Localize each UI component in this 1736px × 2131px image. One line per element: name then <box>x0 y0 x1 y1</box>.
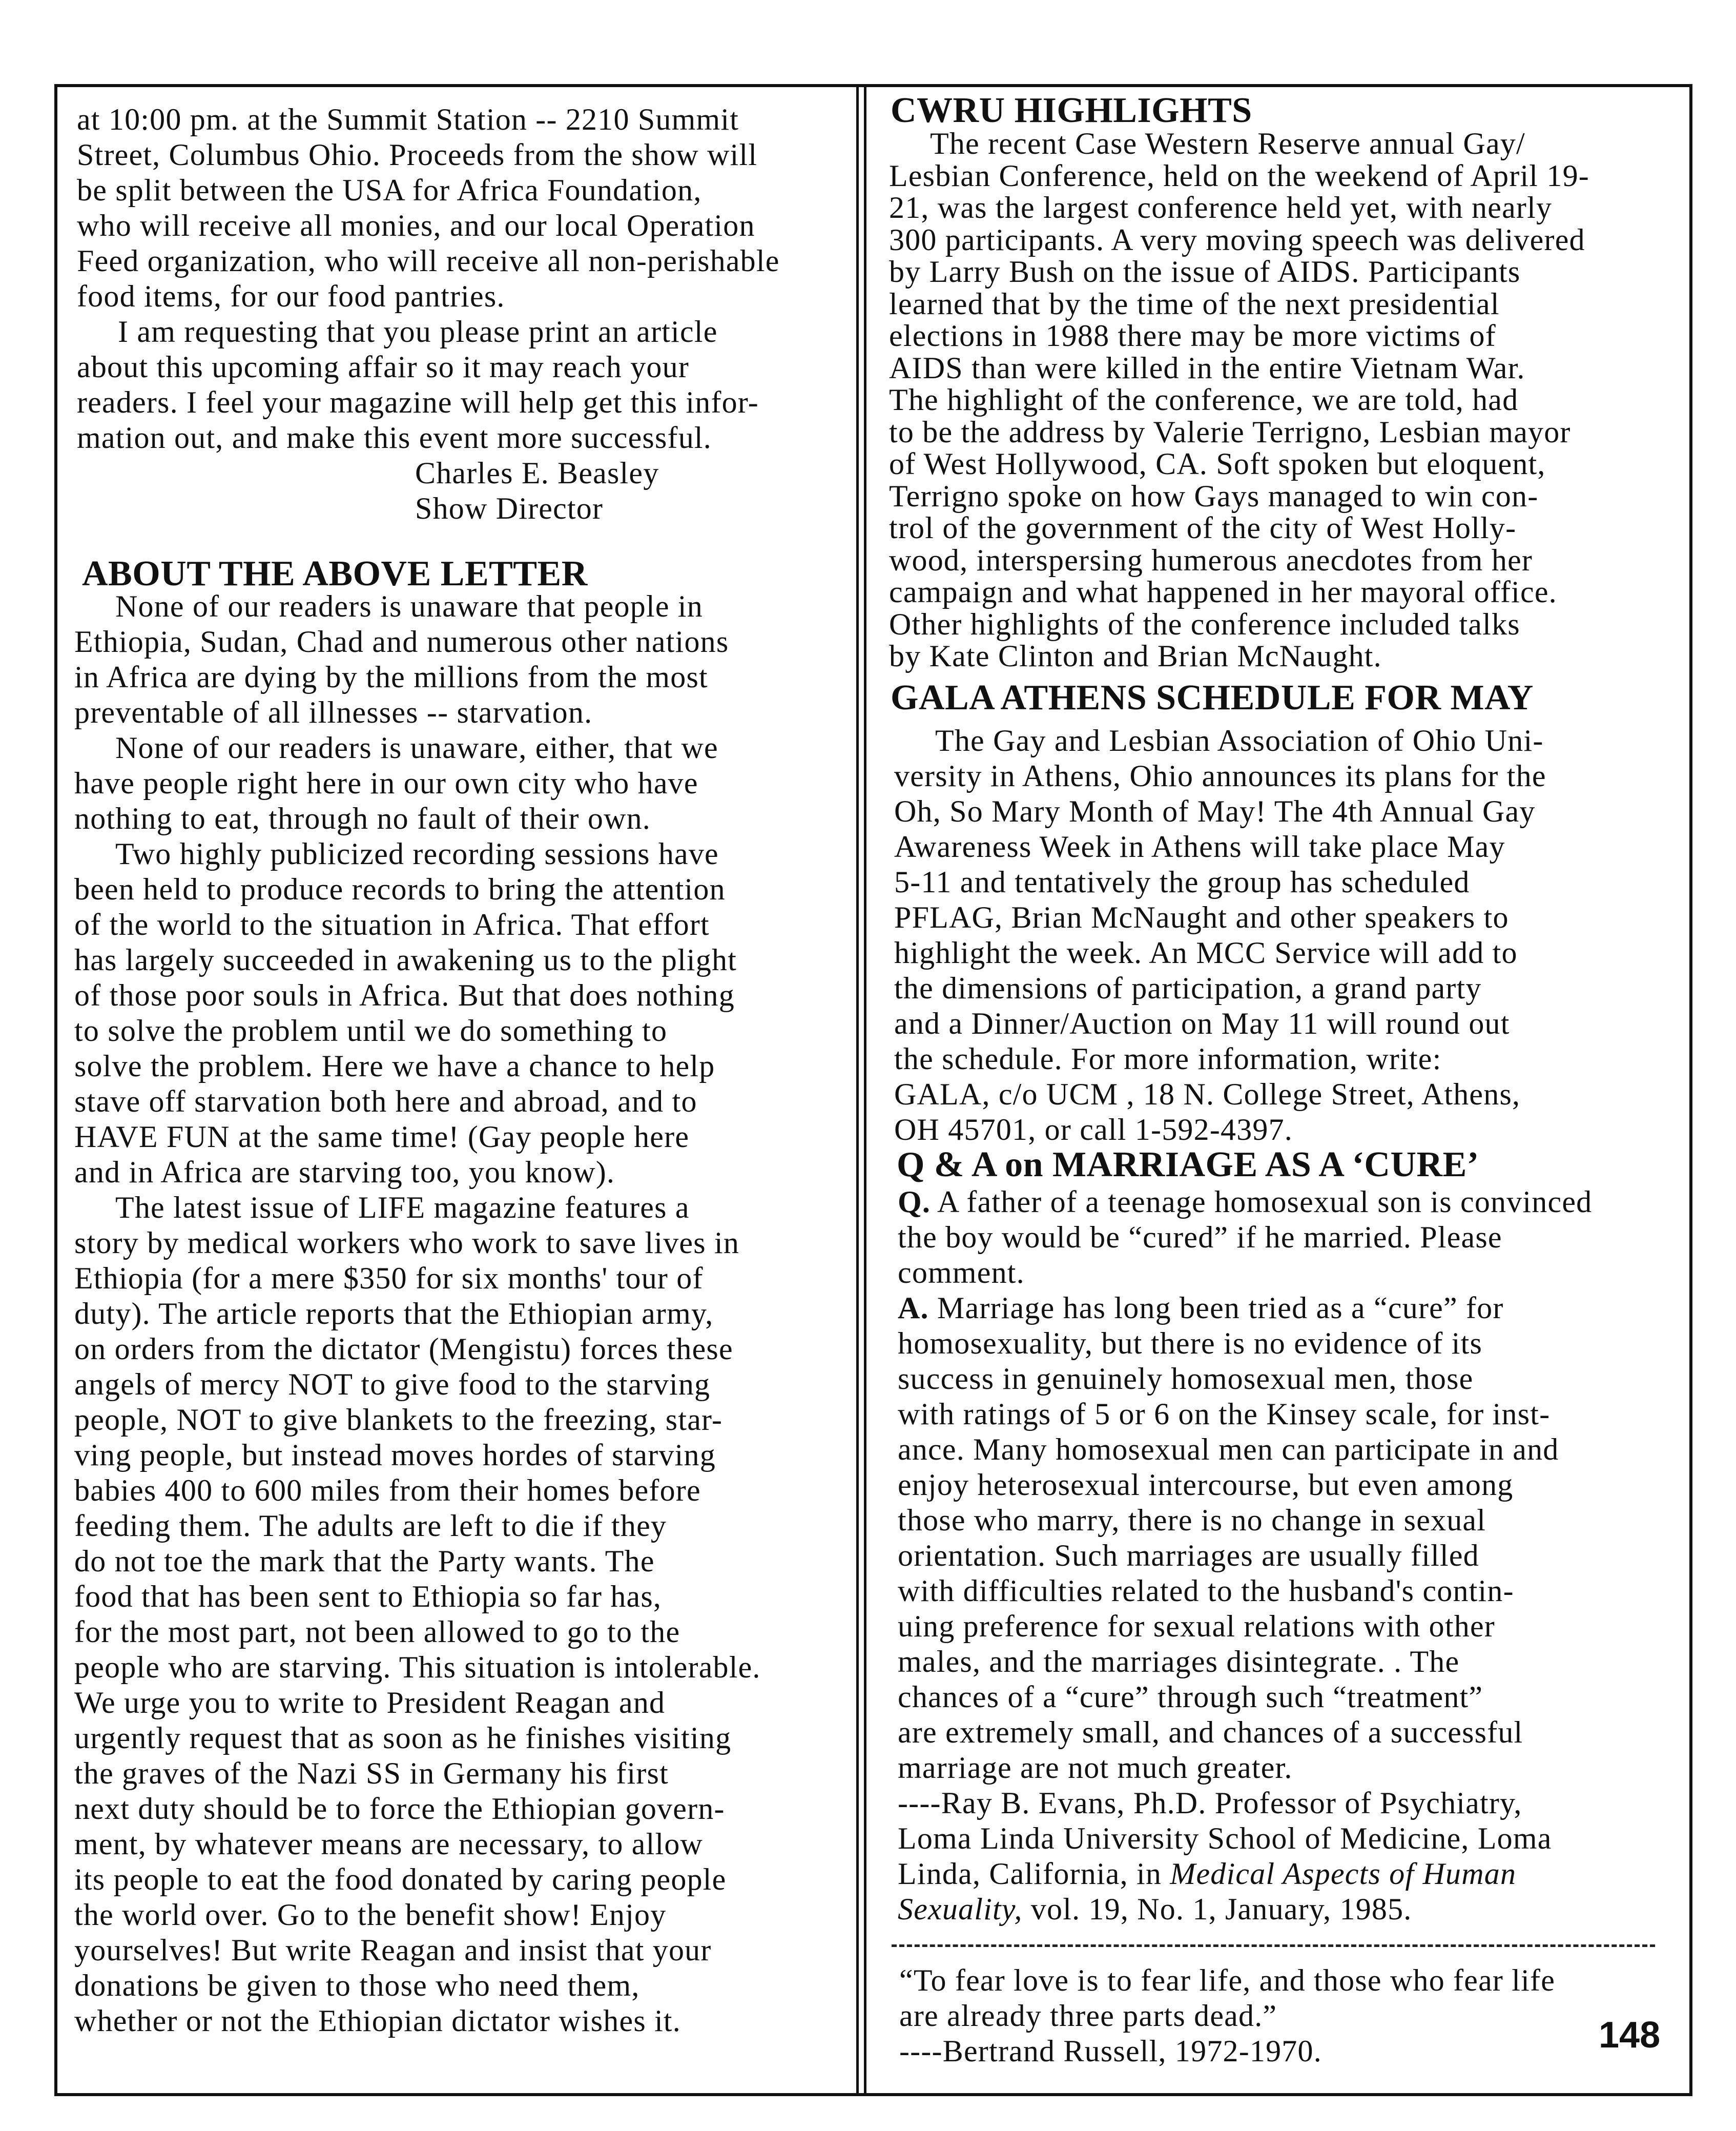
text-run: A father of a teenage homosexual son is convinced <box>931 1185 1593 1219</box>
text-line: mation out, and make this event more successful. <box>77 421 712 455</box>
text-line: ment, by whatever means are necessary, to allow <box>74 1827 704 1861</box>
quote-block <box>899 1963 1555 2069</box>
text-line: uing preference for sexual relations with other <box>898 1609 1495 1643</box>
text-line: to solve the problem until we do something to <box>74 1014 668 1048</box>
text-line: Charles E. Beasley <box>415 456 659 490</box>
italic-text: Sexuality, <box>898 1892 1023 1926</box>
text-line: success in genuinely homosexual men, those <box>898 1362 1474 1396</box>
text-line: feeding them. The adults are left to die if they <box>74 1509 667 1543</box>
text-line: stave off starvation both here and abroad, and to <box>74 1084 697 1118</box>
heading-about-letter: ABOUT THE ABOVE LETTER <box>82 554 588 593</box>
text-line: be split between the USA for Africa Foundation, <box>77 173 702 207</box>
paragraph <box>74 1190 761 2039</box>
page-number: 148 <box>1599 2015 1661 2056</box>
text-line: chances of a “cure” through such “treatment” <box>898 1680 1483 1714</box>
text-line: Street, Columbus Ohio. Proceeds from the show will <box>77 138 758 172</box>
bold-label: A. <box>898 1291 929 1325</box>
heading-qa-marriage: Q & A on MARRIAGE AS A ‘CURE’ <box>897 1145 1479 1184</box>
italic-text: Medical Aspects of Human <box>1170 1857 1517 1891</box>
text-line: and a Dinner/Auction on May 11 will round out <box>894 1007 1510 1040</box>
text-line: Lesbian Conference, held on the weekend of April 19- <box>889 158 1589 193</box>
text-line: wood, interspersing humerous anecdotes from her <box>889 543 1533 577</box>
text-line: None of our readers is unaware that people in <box>115 589 703 623</box>
about-letter-paragraphs <box>74 589 761 2039</box>
text-line: whether or not the Ethiopian dictator wishes it. <box>74 2004 681 2038</box>
paragraph <box>898 1184 1592 1290</box>
text-line: babies 400 to 600 miles from their homes before <box>74 1473 701 1507</box>
text-line <box>898 1892 1592 1927</box>
text-line: GALA, c/o UCM , 18 N. College Street, Athens, <box>894 1077 1521 1111</box>
text-line: solve the problem. Here we have a chance to help <box>74 1049 715 1083</box>
text-line: comment. <box>898 1256 1025 1289</box>
text-line: HAVE FUN at the same time! (Gay people here <box>74 1120 690 1154</box>
text-line: those who marry, there is no change in sexual <box>898 1503 1486 1537</box>
paragraph <box>889 128 1589 672</box>
text-line: homosexuality, but there is no evidence of its <box>898 1326 1483 1360</box>
text-line: the world over. Go to the benefit show! Enjoy <box>74 1898 667 1932</box>
column-divider <box>856 84 859 2096</box>
text-line: preventable of all illnesses -- starvation. <box>74 695 593 729</box>
paragraph <box>74 589 761 730</box>
text-run: Linda, California, in <box>898 1857 1170 1891</box>
letter-request <box>77 314 780 456</box>
text-line: 300 participants. A very moving speech was delivered <box>889 222 1585 257</box>
text-line: of those poor souls in Africa. But that does nothing <box>74 978 735 1012</box>
text-line: by Kate Clinton and Brian McNaught. <box>889 639 1382 673</box>
text-line: Oh, So Mary Month of May! The 4th Annual Gay <box>894 794 1536 828</box>
text-line: Ethiopia (for a mere $350 for six months' tour of <box>74 1261 704 1295</box>
text-line: for the most part, not been allowed to go to the <box>74 1615 680 1649</box>
text-line: The highlight of the conference, we are told, had <box>889 383 1519 417</box>
text-line: Loma Linda University School of Medicine, Loma <box>898 1821 1552 1855</box>
text-line: Two highly publicized recording sessions have <box>115 837 719 871</box>
text-line: to be the address by Valerie Terrigno, Lesbian mayor <box>889 415 1571 449</box>
text-line: Other highlights of the conference included talks <box>889 607 1520 641</box>
text-line: yourselves! But write Reagan and insist that your <box>74 1933 712 1967</box>
text-line: by Larry Bush on the issue of AIDS. Participants <box>889 255 1521 289</box>
text-line: ----Bertrand Russell, 1972-1970. <box>899 2034 1322 2068</box>
gala-paragraphs <box>894 723 1546 1148</box>
text-run: vol. 19, No. 1, January, 1985. <box>1022 1892 1412 1926</box>
text-line: next duty should be to force the Ethiopian govern- <box>74 1792 725 1826</box>
text-line: Ethiopia, Sudan, Chad and numerous other nations <box>74 625 729 659</box>
text-line: enjoy heterosexual intercourse, but even among <box>898 1468 1514 1502</box>
cwru-paragraphs <box>889 128 1589 672</box>
text-line: The Gay and Lesbian Association of Ohio Uni- <box>935 724 1544 757</box>
text-line: AIDS than were killed in the entire Vietnam War. <box>889 351 1525 385</box>
text-line: its people to eat the food donated by caring people <box>74 1862 727 1896</box>
text-line: 21, was the largest conference held yet, with nearly <box>889 191 1553 224</box>
text-line: been held to produce records to bring the attention <box>74 872 726 906</box>
text-line: Awareness Week in Athens will take place May <box>894 830 1505 864</box>
cwru-body <box>889 128 1589 672</box>
text-line: highlight the week. An MCC Service will add to <box>894 936 1518 970</box>
text-line: food that has been sent to Ethiopia so far has, <box>74 1580 662 1613</box>
qa-body <box>898 1184 1592 1927</box>
text-line: and in Africa are starving too, you know). <box>74 1155 615 1189</box>
text-line: of the world to the situation in Africa. That effort <box>74 908 710 941</box>
text-line: angels of mercy NOT to give food to the starving <box>74 1367 711 1401</box>
text-line: elections in 1988 there may be more victims of <box>889 319 1496 353</box>
paragraph <box>898 1290 1592 1927</box>
text-line <box>898 1290 1592 1326</box>
text-line: None of our readers is unaware, either, that we <box>115 731 718 765</box>
paragraph <box>74 836 761 1190</box>
text-line: who will receive all monies, and our local Operation <box>77 209 755 242</box>
text-line: readers. I feel your magazine will help get this infor- <box>77 385 759 419</box>
letter-intro <box>77 102 780 314</box>
text-line: “To fear love is to fear life, and those who fear life <box>899 1963 1556 1997</box>
text-line: in Africa are dying by the millions from the most <box>74 660 708 694</box>
text-line: people, NOT to give blankets to the freezing, star- <box>74 1403 723 1437</box>
text-line: learned that by the time of the next presidential <box>889 286 1500 321</box>
text-line: I am requesting that you please print an article <box>118 315 718 349</box>
bold-label: Q. <box>898 1185 931 1219</box>
letter-signature <box>77 456 780 526</box>
qa-paragraphs <box>898 1184 1592 1927</box>
text-line: donations be given to those who need them, <box>74 1969 640 2002</box>
text-line: The recent Case Western Reserve annual Gay/ <box>930 127 1525 160</box>
text-line: with difficulties related to the husband's contin- <box>898 1574 1514 1608</box>
text-line: 5-11 and tentatively the group has scheduled <box>894 865 1470 899</box>
text-line: about this upcoming affair so it may reach your <box>77 350 689 384</box>
text-line: We urge you to write to President Reagan and <box>74 1686 666 1719</box>
text-line: Feed organization, who will receive all non-perishable <box>77 244 780 278</box>
text-line: trol of the government of the city of West Holly- <box>889 511 1517 545</box>
text-line: marriage are not much greater. <box>898 1751 1293 1785</box>
letter-continuation <box>77 102 780 526</box>
heading-cwru-highlights: CWRU HIGHLIGHTS <box>891 91 1252 130</box>
text-line: orientation. Such marriages are usually filled <box>898 1539 1479 1572</box>
paragraph <box>894 723 1546 1148</box>
text-line: has largely succeeded in awakening us to the plight <box>74 943 737 977</box>
text-line: nothing to eat, through no fault of their own. <box>74 802 651 835</box>
text-line: The latest issue of LIFE magazine features a <box>115 1191 690 1224</box>
about-letter-body <box>74 589 761 2039</box>
text-line: ----Ray B. Evans, Ph.D. Professor of Psychiatry, <box>898 1786 1522 1820</box>
heading-gala-athens: GALA ATHENS SCHEDULE FOR MAY <box>891 678 1534 718</box>
text-line: Show Director <box>415 491 604 525</box>
text-line: are already three parts dead.” <box>899 1999 1277 2033</box>
text-line: males, and the marriages disintegrate. . The <box>898 1645 1460 1678</box>
text-line: OH 45701, or call 1-592-4397. <box>894 1113 1293 1146</box>
text-line: on orders from the dictator (Mengistu) forces these <box>74 1332 733 1366</box>
text-line: the graves of the Nazi SS in Germany his first <box>74 1756 669 1790</box>
paragraph <box>899 1963 1555 2069</box>
text-line <box>898 1856 1592 1892</box>
text-line: do not toe the mark that the Party wants. The <box>74 1544 655 1578</box>
column-divider <box>864 84 866 2096</box>
text-line: versity in Athens, Ohio announces its plans for the <box>894 759 1546 793</box>
text-line <box>898 1184 1592 1220</box>
dashed-divider <box>892 1944 1655 1947</box>
text-line: people who are starving. This situation is intolerable. <box>74 1650 761 1684</box>
paragraph <box>74 730 761 836</box>
text-line: have people right here in our own city who have <box>74 766 698 800</box>
text-line: the schedule. For more information, write: <box>894 1042 1442 1076</box>
text-run: Marriage has long been tried as a “cure” for <box>928 1291 1504 1325</box>
text-line: ving people, but instead moves hordes of starving <box>74 1438 716 1472</box>
text-line: story by medical workers who work to save lives in <box>74 1226 740 1260</box>
text-line: Terrigno spoke on how Gays managed to win con- <box>889 479 1539 513</box>
russell-quote <box>899 1963 1555 2069</box>
text-line: the boy would be “cured” if he married. Please <box>898 1220 1502 1254</box>
gala-body <box>894 723 1546 1148</box>
text-line: PFLAG, Brian McNaught and other speakers to <box>894 900 1509 934</box>
text-line: at 10:00 pm. at the Summit Station -- 2210 Summit <box>77 103 739 136</box>
text-line: the dimensions of participation, a grand party <box>894 971 1482 1005</box>
text-line: food items, for our food pantries. <box>77 279 505 313</box>
text-line: ance. Many homosexual men can participate in and <box>898 1432 1559 1466</box>
text-line: duty). The article reports that the Ethiopian army, <box>74 1297 714 1330</box>
text-line: urgently request that as soon as he finishes visiting <box>74 1721 732 1755</box>
text-line: with ratings of 5 or 6 on the Kinsey scale, for inst- <box>898 1397 1551 1431</box>
text-line: of West Hollywood, CA. Soft spoken but eloquent, <box>889 447 1546 481</box>
text-line: are extremely small, and chances of a successful <box>898 1715 1523 1749</box>
text-line: campaign and what happened in her mayoral office. <box>889 575 1557 609</box>
